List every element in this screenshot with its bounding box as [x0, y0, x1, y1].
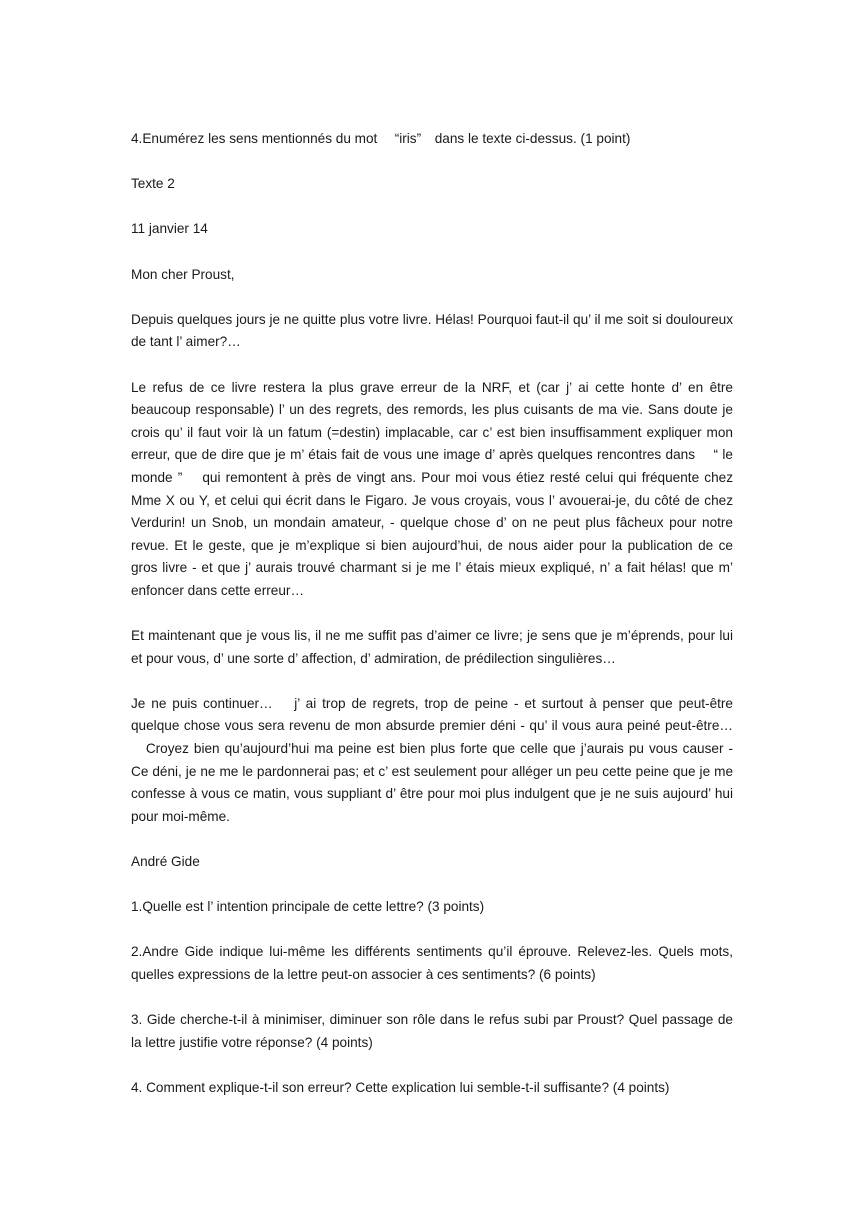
letter-paragraph-2: Le refus de ce livre restera la plus grave erreur de la NRF, et (car j’ ai cette honte d’ en être beaucoup responsable) l’ un des regrets, des remords, les plus cuisants de ma vie. Sans doute je crois qu’ il faut voir là un fatum (=destin) implacable, car c’ est bien insuffisamment expliquer mon erreur, que de dire que je m’ étais fait de vous une image d’ après quelques rencontres dans “ le monde ” qui remontent à près de vingt ans. Pour moi vous étiez resté celui qui fréquente chez Mme X ou Y, et celui qui écrit dans le Figaro. Je vous croyais, vous l’ avouerai-je, du côté de chez Verdurin! un Snob, un mondain amateur, - quelque chose d’ on ne peut plus fâcheux pour notre revue. Et le geste, que je m’explique si bien aujourd’hui, de nous aider pour la publication de ce gros livre - et que j’ aurais trouvé charmant si je me l’ étais mieux expliqué, n’ a fait hélas! que m’ enfoncer dans cette erreur…	[131, 379, 733, 598]
question-iris: 4.Enumérez les sens mentionnés du mot “iris” dans le texte ci-dessus. (1 point)	[131, 131, 631, 146]
question-1: 1.Quelle est l’ intention principale de cette lettre? (3 points)	[131, 899, 485, 915]
letter-paragraph-3: Et maintenant que je vous lis, il ne me suffit pas d’aimer ce livre; je sens que je m’éprends, pour lui et pour vous, d’ une sorte d’ affection, d’ admiration, de prédilection singulières…	[131, 628, 733, 666]
letter-paragraph-4: Je ne puis continuer… j’ ai trop de regrets, trop de peine - et surtout à penser que peut-être quelque chose vous sera revenu de mon absurde premier déni - qu’ il vous aura peiné peut-être… Croyez bien qu’aujourd’hui ma peine est bien plus forte que celle que j’aurais pu vous causer - Ce déni, je ne me le pardonnerai pas; et c’ est seulement pour alléger un peu cette peine que je me confesse à vous ce matin, vous suppliant d’ être pour moi plus indulgent que je ne suis aujourd’ hui pour moi-même.	[131, 695, 733, 824]
letter-salutation: Mon cher Proust,	[131, 266, 235, 282]
letter-signature: André Gide	[131, 854, 200, 869]
letter-date: 11 janvier 14	[131, 221, 208, 237]
question-4: 4. Comment explique-t-il son erreur? Cette explication lui semble-t-il suffisante? (4 points)	[131, 1079, 670, 1095]
document-page	[131, 128, 733, 1122]
letter-paragraph-1: Depuis quelques jours je ne quitte plus votre livre. Hélas! Pourquoi faut-il qu’ il me soit si douloureux de tant l’ aimer?…	[131, 311, 733, 350]
question-2: 2.Andre Gide indique lui-même les différents sentiments qu’il éprouve. Relevez-les. Quels mots, quelles expressions de la lettre peut-on associer à ces sentiments? (6 points)	[131, 944, 733, 982]
text-label: Texte 2	[131, 176, 175, 192]
question-3: 3. Gide cherche-t-il à minimiser, diminuer son rôle dans le refus subi par Proust? Quel passage de la lettre justifie votre réponse? (4 points)	[131, 1012, 733, 1050]
